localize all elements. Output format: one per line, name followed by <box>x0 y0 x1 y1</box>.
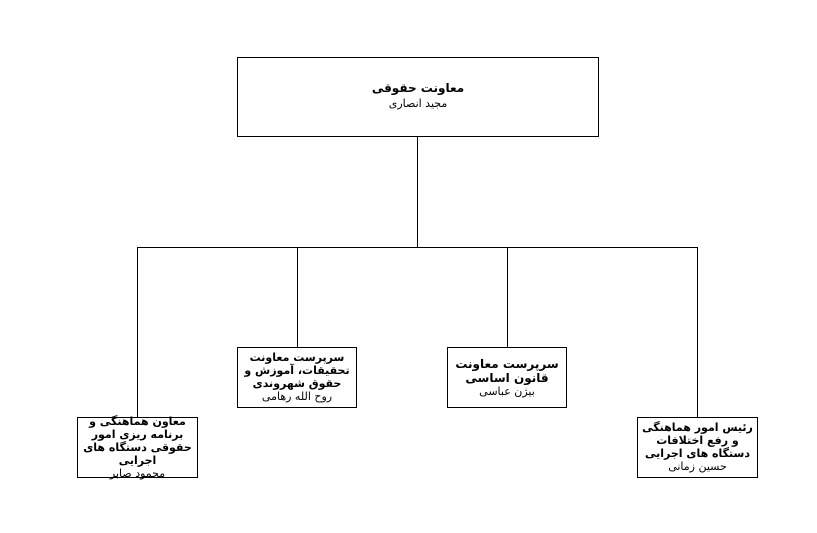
node-title: معاون هماهنگی و برنامه ریزی امور حقوقی دستگاه های اجرایی <box>83 414 192 467</box>
org-node-dispute-resolution <box>637 417 758 478</box>
org-node-legal-deputy <box>237 57 599 137</box>
node-title: سرپرست معاونت قانون اساسی <box>455 356 559 385</box>
node-person-name: روح الله رهامی <box>261 390 333 403</box>
node-person-name: حسین زمانی <box>668 460 727 473</box>
node-person-name: بیژن عباسی <box>479 384 535 398</box>
node-title: رئیس امور هماهنگی و رفع اختلافات دستگاه های اجرایی <box>642 421 753 460</box>
org-node-constitution <box>447 347 567 408</box>
org-node-research-education <box>237 347 357 408</box>
org-node-coordination-planning <box>77 414 198 480</box>
node-title: معاونت حقوقی <box>371 81 465 95</box>
node-person-name: مجید انصاری <box>388 97 448 110</box>
node-person-name: محمود صابر <box>109 466 166 480</box>
node-title: سرپرست معاونت تحقیقات، آموزش و حقوق شهروندی <box>244 351 350 390</box>
